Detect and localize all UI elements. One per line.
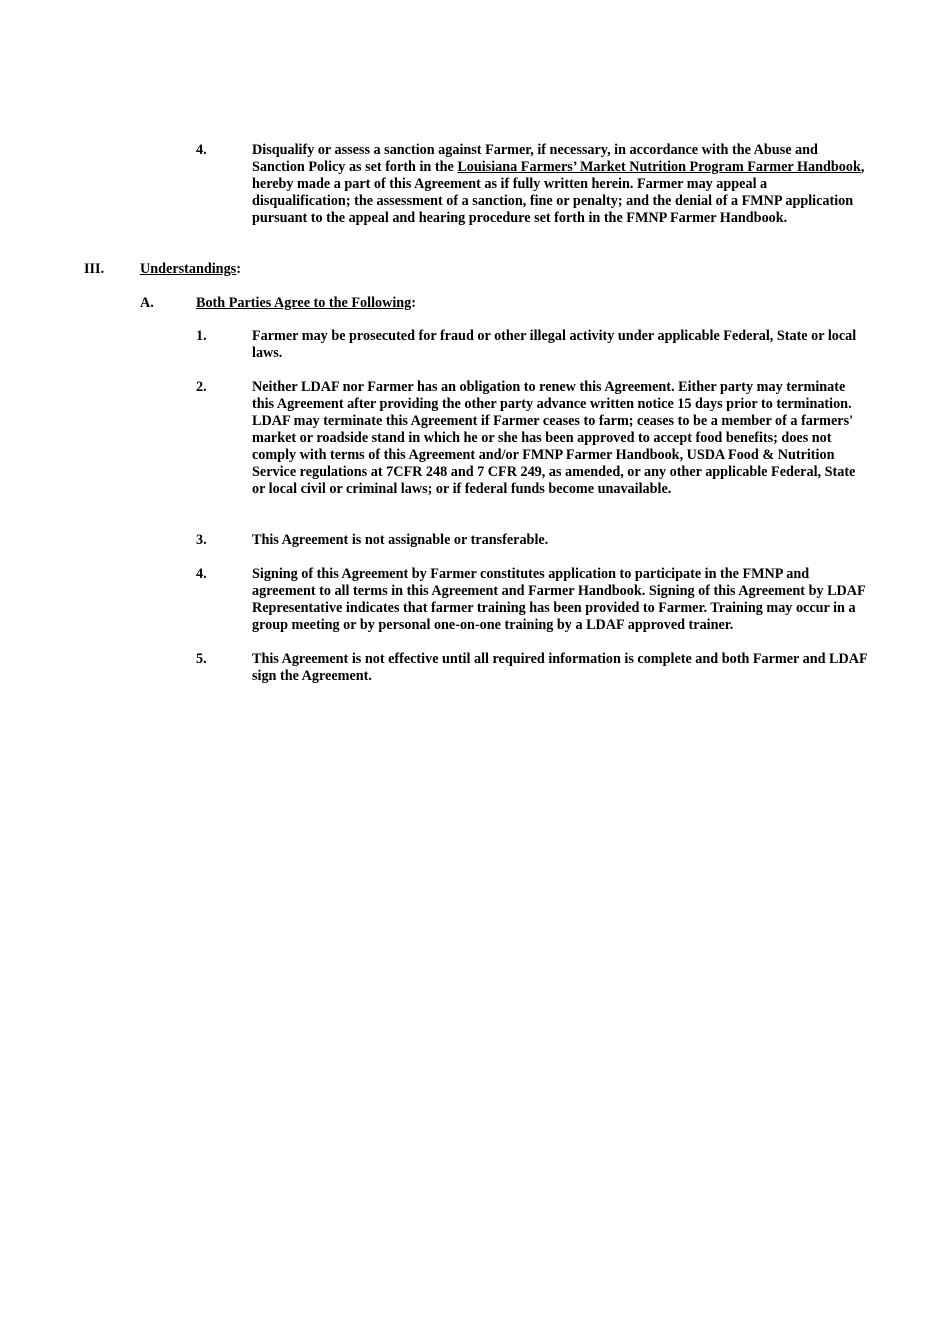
item-number: 1. [196,328,207,344]
section-title-text: Understandings [140,261,237,277]
subsection-number: A. [140,295,154,311]
subsection-title-colon: : [411,295,417,311]
item-number: 4. [196,142,207,158]
item-number: 5. [196,651,207,667]
item-number: 4. [196,566,207,582]
item-text-before: Disqualify or assess a sanction against Farmer, if necessary, in accordance with the Abuse and Sanction Policy as set forth in the [252,142,818,175]
section-number: III. [84,261,105,277]
item-text: Signing of this Agreement by Farmer constitutes application to participate in the FMNP and agreement to all terms in this Agreement and Farmer Handbook. Signing of this Agreement by LDAF Representative indicates that farmer training has been provided to Farmer. Training may occur in a group meeting or by personal one-on-one training by a LDAF approved trainer. [252,566,866,633]
item-text: Neither LDAF nor Farmer has an obligation to renew this Agreement. Either party may terminate this Agreement after providing the other party advance written notice 15 days prior to termination. LDAF may terminate this Agreement if Farmer ceases to farm; ceases to be a member of a farmers' market or roadside stand in which he or she has been approved to accept food benefits; does not comply with terms of this Agreement and/or FMNP Farmer Handbook, USDA Food & Nutrition Service regulations at 7CFR 248 and 7 CFR 249, as amended, or any other applicable Federal, State or local civil or criminal laws; or if federal funds become unavailable. [252,379,856,497]
item-number: 3. [196,532,207,548]
subsection-title-text: Both Parties Agree to the Following [196,295,412,311]
subsection-title [196,295,416,312]
handbook-title: Louisiana Farmers’ Market Nutrition Program Farmer Handbook [457,159,861,175]
item-text-after: , hereby made a part of this Agreement as if fully written herein. Farmer may appeal a disqualification; the assessment of a sanction, fine or penalty; and the denial of a FMNP application pursuant to the appeal and hearing procedure set forth in the FMNP Farmer Handbook. [252,159,865,226]
item-text: This Agreement is not effective until all required information is complete and both Farmer and LDAF sign the Agreement. [252,651,868,684]
section-title-colon: : [236,261,241,277]
section-title [140,261,241,278]
item-text: This Agreement is not assignable or transferable. [252,532,549,548]
item-text [252,142,868,227]
item-number: 2. [196,379,207,395]
item-text: Farmer may be prosecuted for fraud or other illegal activity under applicable Federal, State or local laws. [252,328,857,361]
